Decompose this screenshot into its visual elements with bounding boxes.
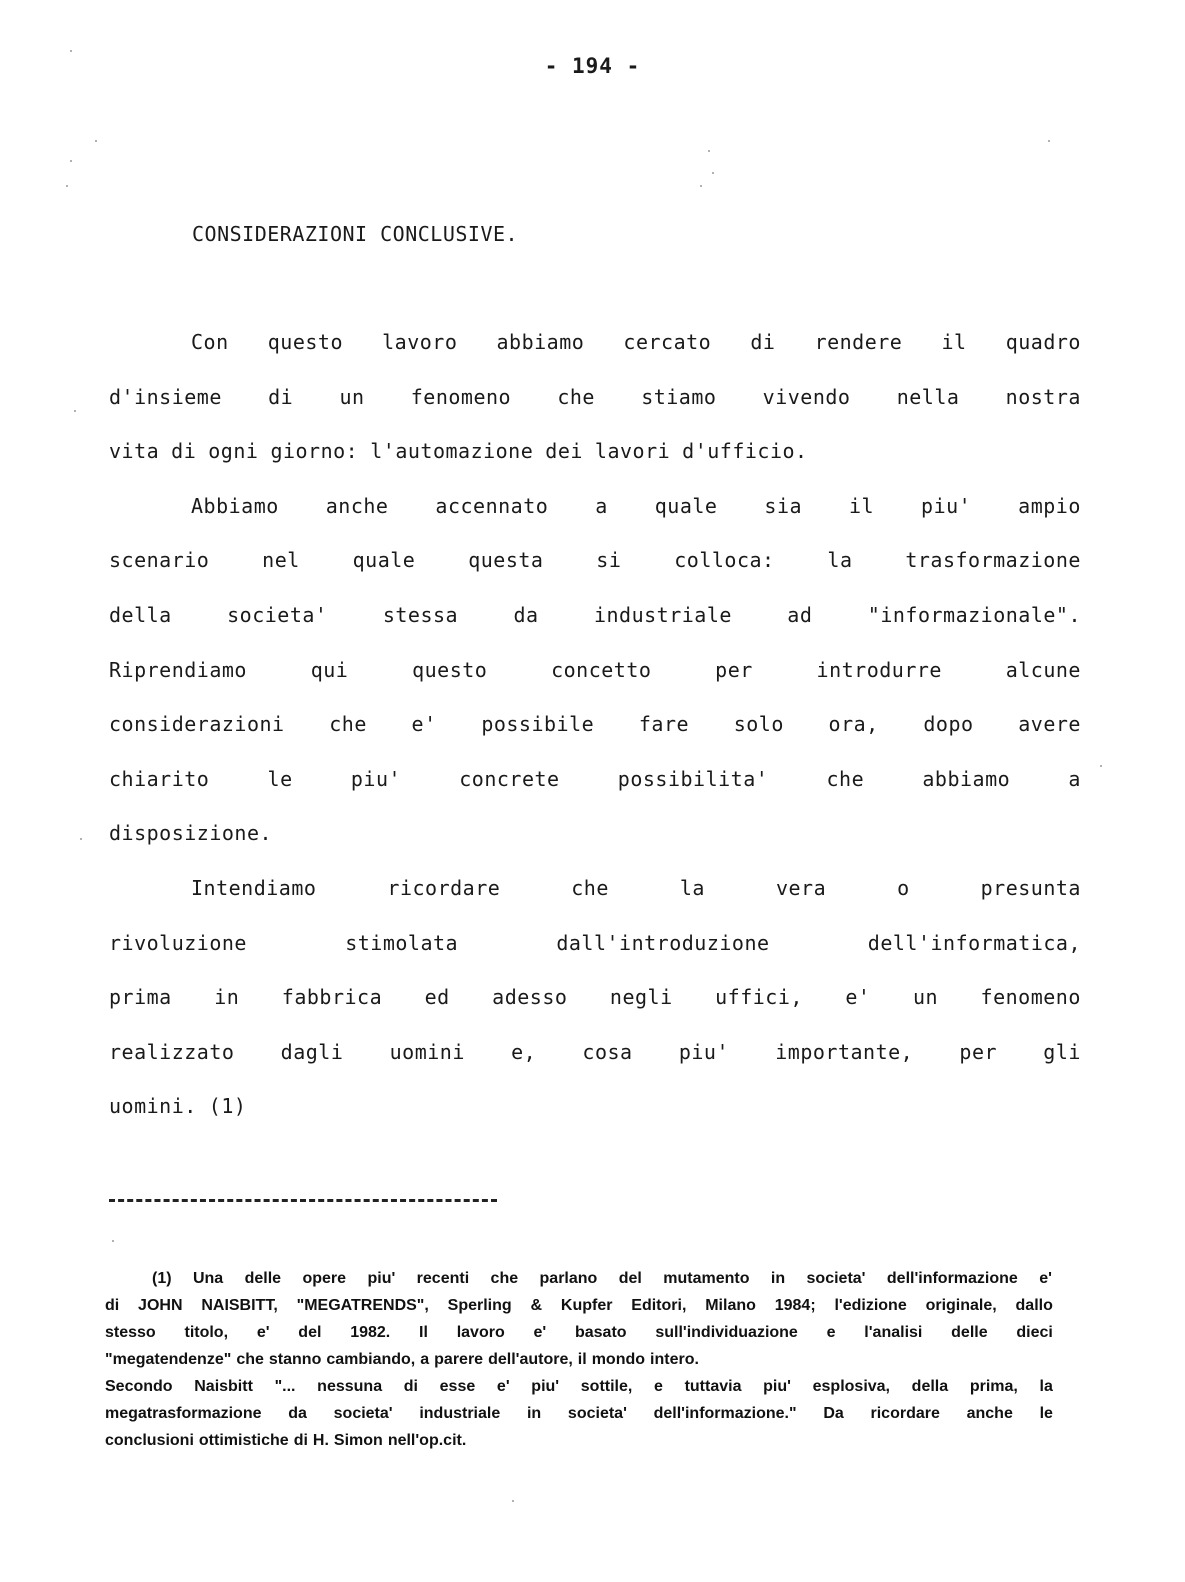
word: la bbox=[1039, 1378, 1053, 1395]
word: negli bbox=[609, 985, 673, 1010]
page-number: - 194 - bbox=[544, 54, 641, 78]
footnote-line bbox=[105, 1324, 1053, 1342]
word: ampio bbox=[1018, 493, 1081, 518]
word: basato bbox=[574, 1324, 627, 1341]
word: rendere bbox=[814, 330, 903, 354]
word: di bbox=[171, 439, 197, 464]
body-line bbox=[109, 439, 1081, 463]
word: JOHN bbox=[138, 1297, 183, 1314]
word: e' bbox=[533, 1324, 547, 1341]
word: nel bbox=[262, 548, 300, 573]
body-line bbox=[109, 821, 1081, 845]
word: piu' bbox=[350, 766, 402, 791]
footnote-line bbox=[105, 1297, 1053, 1315]
body-line bbox=[109, 712, 1081, 736]
word: la bbox=[679, 876, 705, 900]
word: delle bbox=[244, 1270, 282, 1287]
word: e' bbox=[256, 1324, 270, 1341]
word: piu' bbox=[763, 1378, 791, 1395]
scan-speck bbox=[70, 160, 72, 162]
word: e bbox=[654, 1378, 663, 1395]
word: nessuna bbox=[317, 1378, 383, 1395]
word: Intendiamo bbox=[191, 876, 317, 900]
word: un bbox=[912, 985, 939, 1010]
scan-speck bbox=[708, 150, 710, 152]
word: Kupfer bbox=[560, 1297, 613, 1314]
word: le bbox=[267, 766, 293, 791]
word: ad bbox=[787, 603, 813, 627]
word: questo bbox=[267, 330, 343, 354]
word: per bbox=[715, 657, 753, 682]
word: 1982. bbox=[350, 1324, 391, 1341]
word: dopo bbox=[923, 712, 974, 737]
word: presunta bbox=[980, 876, 1081, 900]
word: di bbox=[403, 1378, 418, 1395]
word: Sperling bbox=[447, 1297, 512, 1314]
word: "MEGATRENDS", bbox=[296, 1297, 429, 1314]
word: questo bbox=[412, 657, 488, 682]
word: stanno bbox=[268, 1351, 322, 1368]
word: e' bbox=[496, 1378, 510, 1395]
word: stimolata bbox=[345, 930, 459, 955]
body-line bbox=[109, 985, 1081, 1009]
word: del bbox=[618, 1270, 642, 1287]
word: stessa bbox=[382, 603, 459, 627]
word: ricordare bbox=[387, 876, 501, 900]
word: piu' bbox=[531, 1378, 560, 1395]
word: Secondo bbox=[105, 1378, 173, 1395]
footnote-line bbox=[105, 1405, 1053, 1423]
word: e' bbox=[845, 985, 871, 1010]
word: Il bbox=[419, 1324, 428, 1341]
word: nella bbox=[896, 384, 960, 409]
word: di bbox=[750, 330, 776, 354]
word: chiarito bbox=[109, 766, 210, 791]
word: di bbox=[268, 384, 294, 409]
word: dell'autore, bbox=[488, 1351, 573, 1368]
word: cosa bbox=[582, 1039, 633, 1064]
word: da bbox=[288, 1405, 307, 1422]
word: intero. bbox=[650, 1351, 699, 1368]
word: a bbox=[420, 1351, 430, 1368]
body-line bbox=[109, 1094, 1081, 1118]
word: accennato bbox=[435, 493, 549, 518]
word: l'automazione bbox=[370, 439, 534, 464]
word: adesso bbox=[492, 985, 568, 1010]
word: per bbox=[959, 1039, 998, 1064]
word: sia bbox=[764, 493, 803, 518]
word: Naisbitt bbox=[194, 1378, 253, 1395]
body-line bbox=[109, 767, 1081, 791]
word: "... bbox=[274, 1378, 296, 1395]
word: delle bbox=[951, 1324, 988, 1341]
word: quadro bbox=[1005, 330, 1081, 354]
footnote-line bbox=[105, 1351, 1053, 1369]
scan-speck bbox=[1100, 765, 1102, 767]
scan-speck bbox=[112, 1240, 114, 1242]
word: il bbox=[941, 330, 967, 354]
scan-speck bbox=[1048, 140, 1050, 142]
word: sottile, bbox=[580, 1378, 633, 1395]
body-line bbox=[109, 1040, 1081, 1064]
word: della bbox=[911, 1378, 949, 1395]
body-line bbox=[109, 548, 1081, 572]
word: (1) bbox=[152, 1270, 172, 1287]
body-line bbox=[109, 931, 1081, 955]
word: importante, bbox=[775, 1039, 914, 1064]
word: che bbox=[826, 766, 865, 791]
word: fenomeno bbox=[980, 985, 1081, 1010]
word: ottimistiche bbox=[198, 1432, 289, 1449]
word: dell'informatica, bbox=[867, 930, 1081, 955]
word: vera bbox=[775, 876, 827, 900]
footnote-separator bbox=[109, 1199, 497, 1202]
word: abbiamo bbox=[922, 766, 1011, 791]
word: opere bbox=[302, 1270, 347, 1287]
word: o bbox=[897, 876, 910, 900]
word: ed bbox=[424, 985, 450, 1010]
word: societa' bbox=[567, 1405, 627, 1422]
word: l'analisi bbox=[864, 1324, 923, 1341]
word: & bbox=[530, 1297, 543, 1314]
word: della bbox=[109, 603, 172, 627]
word: recenti bbox=[416, 1270, 470, 1287]
word: stesso bbox=[105, 1324, 156, 1341]
word: che bbox=[236, 1351, 264, 1368]
word: lavoro bbox=[382, 330, 458, 354]
word: Simon bbox=[333, 1432, 383, 1449]
word: lavoro bbox=[456, 1324, 505, 1341]
word: Abbiamo bbox=[191, 493, 279, 518]
scan-speck bbox=[95, 140, 97, 142]
word: concetto bbox=[551, 657, 652, 682]
word: Con bbox=[191, 330, 229, 354]
word: fare bbox=[638, 712, 690, 737]
word: titolo, bbox=[184, 1324, 229, 1341]
word: prima bbox=[109, 985, 172, 1010]
word: quale bbox=[654, 493, 718, 518]
word: parlano bbox=[539, 1270, 598, 1287]
word: dell'informazione." bbox=[653, 1405, 797, 1422]
scan-speck bbox=[512, 1500, 514, 1502]
word: stiamo bbox=[641, 384, 717, 409]
word: Milano bbox=[705, 1297, 756, 1314]
word: questa bbox=[468, 548, 544, 573]
word: mutamento bbox=[663, 1270, 750, 1287]
body-line bbox=[191, 876, 1081, 900]
word: e' bbox=[1039, 1270, 1052, 1287]
word: uffici, bbox=[715, 985, 803, 1010]
word: megatrasformazione bbox=[105, 1405, 262, 1422]
body-line bbox=[191, 494, 1081, 518]
word: conclusioni bbox=[105, 1432, 194, 1449]
word: dagli bbox=[280, 1039, 344, 1064]
word: abbiamo bbox=[496, 330, 585, 354]
word: fabbrica bbox=[281, 985, 383, 1010]
word: H. bbox=[312, 1432, 329, 1449]
word: gli bbox=[1043, 1039, 1081, 1064]
word: introdurre bbox=[816, 657, 942, 682]
word: di bbox=[105, 1297, 120, 1314]
word: a bbox=[595, 493, 608, 518]
word: che bbox=[329, 712, 367, 737]
word: uomini. bbox=[109, 1094, 197, 1119]
word: possibilita' bbox=[617, 766, 769, 791]
word: industriale bbox=[419, 1405, 501, 1422]
word: trasformazione bbox=[905, 548, 1081, 573]
word: "megatendenze" bbox=[105, 1351, 232, 1368]
word: alcune bbox=[1005, 657, 1081, 682]
word: societa' bbox=[227, 603, 328, 627]
word: originale, bbox=[925, 1297, 997, 1314]
word: del bbox=[298, 1324, 322, 1341]
word: considerazioni bbox=[109, 712, 285, 737]
body-line bbox=[109, 658, 1081, 682]
word: dell'informazione bbox=[886, 1270, 1018, 1287]
word: un bbox=[339, 384, 365, 409]
footnote-line bbox=[105, 1378, 1053, 1396]
word: Editori, bbox=[631, 1297, 687, 1314]
word: solo bbox=[733, 712, 784, 737]
word: nostra bbox=[1005, 384, 1081, 409]
word: tuttavia bbox=[684, 1378, 742, 1395]
word: ricordare bbox=[870, 1405, 940, 1422]
word: piu' bbox=[921, 493, 972, 518]
word: cercato bbox=[623, 330, 712, 354]
word: e bbox=[826, 1324, 836, 1341]
body-line bbox=[109, 385, 1081, 409]
word: le bbox=[1039, 1405, 1053, 1422]
word: Da bbox=[823, 1405, 844, 1422]
word: dall'introduzione bbox=[556, 930, 770, 955]
word: in bbox=[770, 1270, 786, 1287]
word: (1) bbox=[208, 1094, 247, 1119]
word: l'edizione bbox=[834, 1297, 907, 1314]
word: ogni bbox=[208, 439, 259, 464]
word: vivendo bbox=[762, 384, 851, 409]
word: d'insieme bbox=[109, 384, 222, 409]
scan-speck bbox=[80, 838, 82, 840]
word: Una bbox=[192, 1270, 224, 1287]
scan-speck bbox=[66, 185, 68, 187]
word: il bbox=[849, 493, 875, 518]
word: da bbox=[513, 603, 539, 627]
word: 1984; bbox=[774, 1297, 816, 1314]
word: parere bbox=[434, 1351, 484, 1368]
word: giorno: bbox=[270, 439, 359, 464]
word: piu' bbox=[367, 1270, 396, 1287]
scan-speck bbox=[70, 50, 72, 52]
word: Riprendiamo bbox=[109, 657, 247, 682]
word: e' bbox=[411, 712, 437, 737]
word: societa' bbox=[333, 1405, 393, 1422]
word: rivoluzione bbox=[109, 930, 247, 955]
scan-speck bbox=[712, 172, 714, 174]
word: nell'op.cit. bbox=[387, 1432, 467, 1449]
word: la bbox=[827, 548, 853, 573]
word: anche bbox=[966, 1405, 1013, 1422]
body-line bbox=[191, 330, 1081, 354]
word: scenario bbox=[109, 548, 210, 573]
word: societa' bbox=[806, 1270, 866, 1287]
word: vita bbox=[109, 439, 160, 464]
word: concrete bbox=[459, 766, 560, 791]
word: d'ufficio. bbox=[682, 439, 808, 464]
word: sull'individuazione bbox=[655, 1324, 798, 1341]
word: esse bbox=[439, 1378, 476, 1395]
word: possibile bbox=[481, 712, 595, 737]
word: "informazionale". bbox=[867, 603, 1081, 627]
word: a bbox=[1068, 766, 1081, 791]
word: realizzato bbox=[109, 1039, 235, 1064]
footnote-line bbox=[152, 1270, 1052, 1288]
word: lavori bbox=[594, 439, 671, 464]
word: quale bbox=[352, 548, 416, 573]
word: e, bbox=[511, 1039, 537, 1064]
word: che bbox=[490, 1270, 519, 1287]
word: che bbox=[557, 384, 595, 409]
word: NAISBITT, bbox=[201, 1297, 278, 1314]
word: prima, bbox=[969, 1378, 1018, 1395]
word: in bbox=[526, 1405, 542, 1422]
word: uomini bbox=[389, 1039, 465, 1064]
scan-speck bbox=[700, 185, 702, 187]
word: dieci bbox=[1016, 1324, 1053, 1341]
word: colloca: bbox=[674, 548, 775, 573]
word: che bbox=[571, 876, 609, 900]
word: in bbox=[214, 985, 240, 1010]
body-line bbox=[109, 603, 1081, 627]
scan-speck bbox=[74, 410, 76, 412]
word: fenomeno bbox=[410, 384, 512, 409]
section-heading: CONSIDERAZIONI CONCLUSIVE. bbox=[192, 222, 519, 246]
word: dallo bbox=[1015, 1297, 1053, 1314]
word: di bbox=[293, 1432, 308, 1449]
word: anche bbox=[325, 493, 389, 518]
word: dei bbox=[545, 439, 583, 464]
word: disposizione. bbox=[109, 821, 273, 846]
word: il bbox=[577, 1351, 587, 1368]
word: mondo bbox=[591, 1351, 646, 1368]
word: ora, bbox=[828, 712, 879, 737]
footnote-line bbox=[105, 1432, 1053, 1450]
word: piu' bbox=[678, 1039, 729, 1064]
word: industriale bbox=[593, 603, 732, 627]
word: cambiando, bbox=[326, 1351, 416, 1368]
word: qui bbox=[310, 657, 349, 682]
word: avere bbox=[1018, 712, 1081, 737]
word: esplosiva, bbox=[812, 1378, 890, 1395]
word: si bbox=[596, 548, 622, 573]
